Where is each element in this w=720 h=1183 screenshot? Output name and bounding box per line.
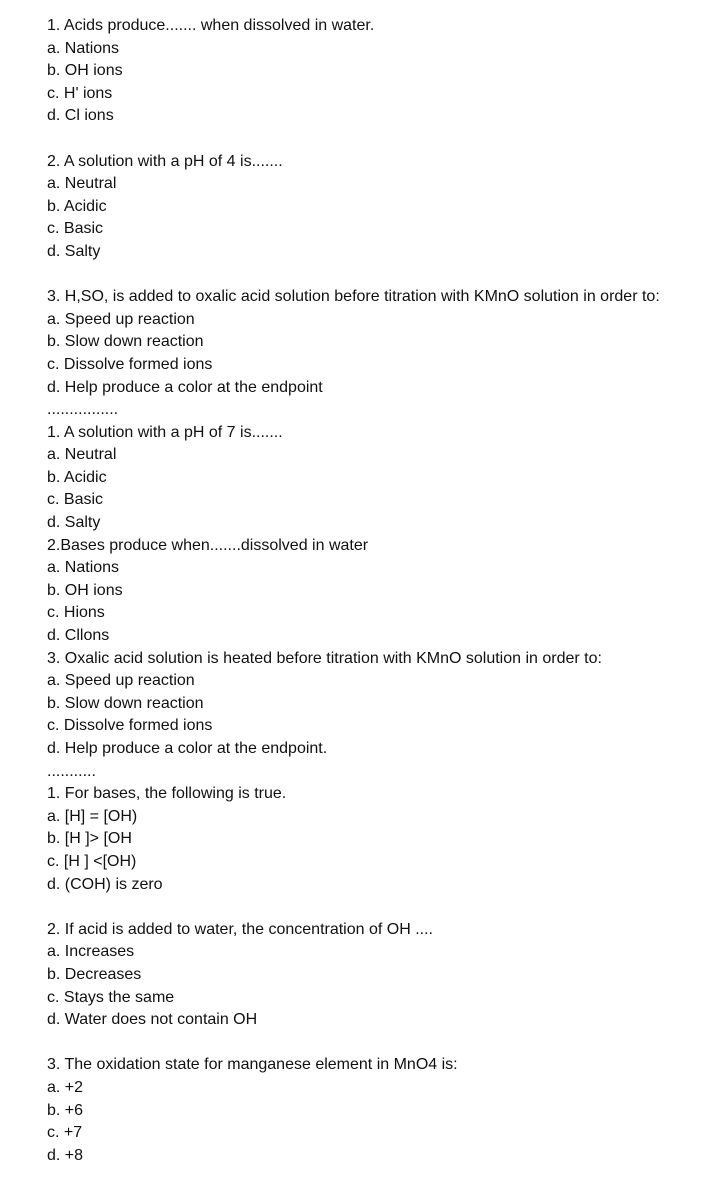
question-text: 2. A solution with a pH of 4 is....... [47, 152, 283, 170]
answer-option: d. +8 [47, 1146, 84, 1164]
question-text: 2. If acid is added to water, the concentration of OH .... [47, 920, 433, 938]
answer-option: d. Salty [47, 514, 101, 532]
question-text: 3. The oxidation state for manganese element in MnO4 is: [47, 1056, 458, 1074]
answer-option: c. +7 [47, 1124, 83, 1142]
answer-option: b. [H ]> [OH [47, 830, 132, 848]
answer-option: b. OH ions [47, 581, 123, 599]
answer-option: b. Acidic [47, 468, 107, 486]
answer-option: a. Increases [47, 943, 135, 961]
answer-option: d. Cllons [47, 627, 110, 645]
answer-option: a. Nations [47, 39, 120, 57]
answer-option: d. Water does not contain OH [47, 1011, 258, 1029]
answer-option: a. Neutral [47, 175, 117, 193]
question-text: 1. For bases, the following is true. [47, 785, 287, 803]
answer-option: c. Basic [47, 220, 104, 238]
answer-option: b. Acidic [47, 197, 107, 215]
answer-option: c. Basic [47, 491, 104, 509]
section-separator: ................ [47, 401, 119, 419]
answer-option: d. (COH) is zero [47, 875, 163, 893]
blank-line [47, 264, 712, 287]
answer-option: a. Nations [47, 559, 120, 577]
answer-option: b. +6 [47, 1101, 84, 1119]
answer-option: b. Decreases [47, 965, 142, 983]
answer-option: a. [H] = [OH) [47, 807, 138, 825]
blank-line [47, 896, 712, 919]
question-text: 2.Bases produce when.......dissolved in water [47, 536, 369, 554]
blank-line [47, 128, 712, 151]
answer-option: d. Cl ions [47, 107, 114, 125]
answer-option: a. Speed up reaction [47, 672, 195, 690]
answer-option: c. H' ions [47, 84, 113, 102]
question-text: 3. Oxalic acid solution is heated before titration with KMnO solution in order to: [47, 649, 602, 667]
question-text: 1. A solution with a pH of 7 is....... [47, 423, 283, 441]
question-text: 3. H,SO, is added to oxalic acid solution before titration with KMnO solution in order to: [47, 288, 660, 306]
answer-option: b. OH ions [47, 62, 123, 80]
answer-option: a. +2 [47, 1078, 84, 1096]
question-text: 1. Acids produce....... when dissolved in water. [47, 17, 375, 34]
answer-option: d. Help produce a color at the endpoint [47, 378, 323, 396]
answer-option: c. Dissolve formed ions [47, 717, 213, 735]
answer-option: c. Stays the same [47, 988, 175, 1006]
answer-option: b. Slow down reaction [47, 694, 204, 712]
quiz-document [47, 15, 712, 1167]
answer-option: d. Help produce a color at the endpoint. [47, 740, 328, 757]
answer-option: c. [H ] <[OH) [47, 852, 137, 870]
section-separator: ........... [47, 762, 96, 780]
answer-option: c. Dissolve formed ions [47, 355, 213, 373]
answer-option: b. Slow down reaction [47, 333, 204, 351]
answer-option: d. Salty [47, 242, 101, 260]
blank-line [47, 1032, 712, 1055]
answer-option: c. Hions [47, 604, 105, 622]
answer-option: a. Neutral [47, 446, 117, 464]
answer-option: a. Speed up reaction [47, 310, 195, 328]
